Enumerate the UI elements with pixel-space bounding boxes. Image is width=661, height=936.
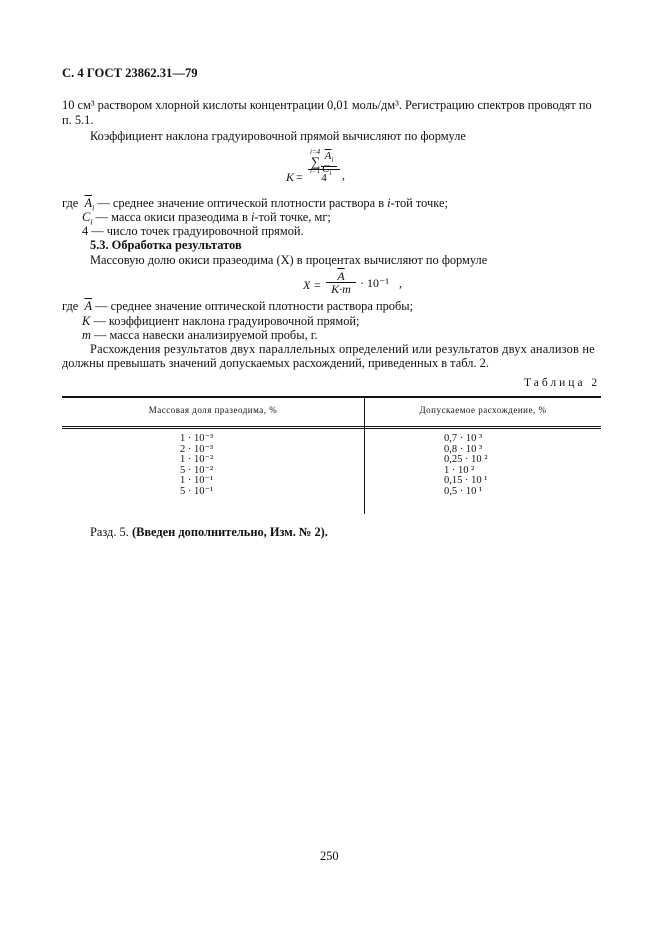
section-heading: 5.3. Обработка результатов bbox=[90, 238, 242, 252]
numerator-term: $\overline{A}_i$ bbox=[321, 150, 337, 167]
table-cell: 1 · 10⁻³ bbox=[180, 433, 214, 444]
sum-sign: ∑ bbox=[311, 154, 321, 169]
table-cell: 5 · 10⁻² bbox=[180, 464, 214, 476]
table-cell: 1 · 10 ² bbox=[444, 464, 475, 476]
paragraph-line: 10 см³ раствором хлорной кислоты концентрации 0,01 моль/дм³. Регистрацию спектров проводят по bbox=[62, 98, 592, 112]
divisor: 4 bbox=[321, 172, 327, 184]
sum-lower-limit: i=1 bbox=[310, 167, 321, 175]
tolerance-table bbox=[62, 396, 601, 514]
table-label: Таблица 2 bbox=[524, 377, 601, 389]
legend-item: 4 — число точек градуировочной прямой. bbox=[82, 224, 304, 238]
legend-item: m — масса навески анализируемой пробы, г. bbox=[82, 328, 318, 342]
table-header-tolerance: Допускаемое расхождение, % bbox=[419, 405, 547, 415]
formula-lhs: X bbox=[303, 278, 311, 292]
slope-intro: Коэффициент наклона градуировочной прямой вычисляют по формуле bbox=[90, 129, 466, 143]
mass-column bbox=[180, 434, 213, 498]
numerator: $\overline{A}$ bbox=[326, 270, 356, 283]
denominator: K·m bbox=[331, 282, 351, 296]
table-cell: 0,25 · 10 ² bbox=[444, 454, 488, 466]
paragraph-line: должны превышать значений допускаемых расхождений, приведенных в табл. 2. bbox=[62, 356, 489, 370]
legend-item: где $\overline{A}$ — среднее значение оптической плотности раствора пробы; bbox=[62, 299, 414, 313]
table-cell: 0,8 · 10 ³ bbox=[444, 443, 483, 455]
table-cell: 1 · 10⁻² bbox=[180, 454, 214, 466]
table-cell: 1 · 10⁻¹ bbox=[180, 475, 214, 487]
tolerance-column bbox=[444, 434, 487, 498]
amendment-note: Разд. 5. (Введен дополнительно, Изм. № 2). bbox=[90, 525, 328, 539]
slope-formula: K = i=4 ∑ i=1 $\overline{A}_i$ $C_i$ 4 , bbox=[286, 148, 345, 184]
sum-upper-limit: i=4 bbox=[310, 148, 321, 156]
table-cell: 2 · 10⁻³ bbox=[180, 443, 214, 455]
page-number: 250 bbox=[320, 849, 339, 863]
table-cell: 0,15 · 10 ¹ bbox=[444, 475, 488, 487]
mass-formula: X = $\overline{A}$ K·m · 10⁻¹ , bbox=[303, 269, 402, 296]
table-cell: 0,7 · 10 ³ bbox=[444, 433, 483, 444]
table-header-mass: Массовая доля празеодима, % bbox=[148, 405, 278, 415]
table-cell: 5 · 10⁻¹ bbox=[180, 485, 214, 497]
denominator-term: $C_i$ bbox=[322, 163, 332, 178]
page-header: С. 4 ГОСТ 23862.31—79 bbox=[62, 66, 198, 80]
formula-lhs: K bbox=[286, 170, 295, 184]
paragraph-line: Расхождения результатов двух параллельных определений или результатов двух анализов не bbox=[90, 342, 595, 356]
legend-item: K — коэффициент наклона градуировочной прямой; bbox=[82, 314, 360, 328]
paragraph-line: п. 5.1. bbox=[62, 113, 94, 127]
power-factor: · 10⁻¹ bbox=[360, 276, 389, 290]
legend-item: где $\overline{A}_i$ — среднее значение оптической плотности раствора в i-той точке; bbox=[62, 196, 448, 213]
table-cell: 0,5 · 10 ¹ bbox=[444, 485, 483, 497]
mass-intro: Массовую долю окиси празеодима (X) в процентах вычисляют по формуле bbox=[90, 253, 488, 267]
legend-item: $C_i$ — масса окиси празеодима в i-той точке, мг; bbox=[82, 210, 331, 227]
